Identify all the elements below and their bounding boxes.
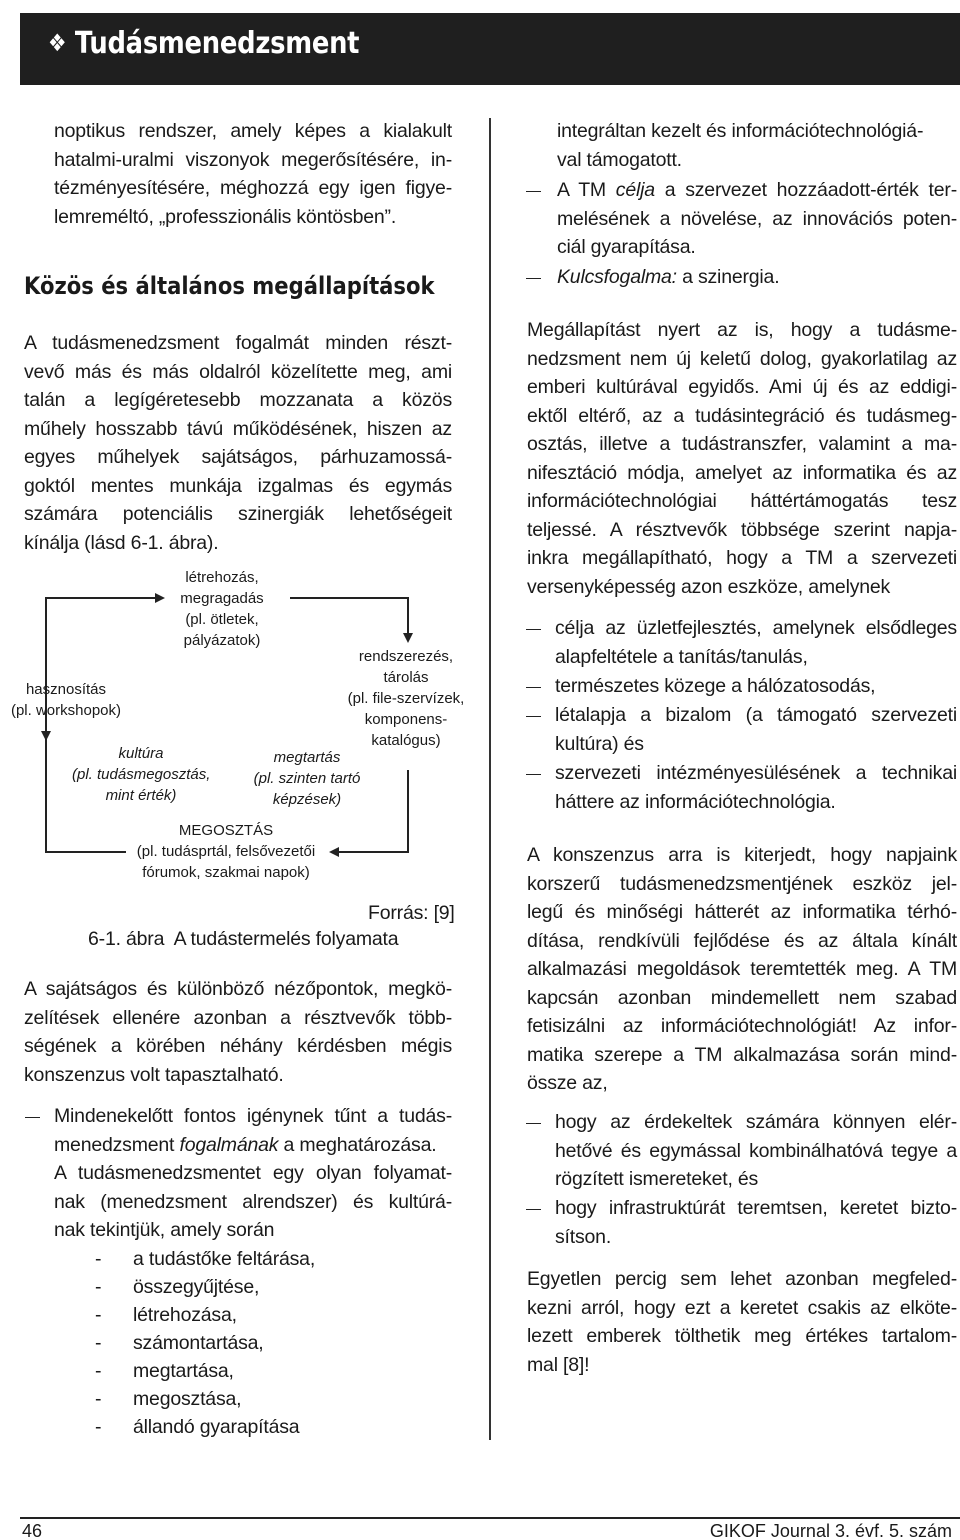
figure-source: Forrás: [9]: [368, 902, 455, 924]
text-span: A TM: [557, 179, 616, 201]
sublist-marker: -: [95, 1276, 102, 1298]
sublist-marker: -: [95, 1360, 102, 1382]
journal-name: GIKOF Journal 3. évf. 5. szám: [709, 1521, 952, 1540]
paragraph-2: [24, 975, 452, 1089]
text-line: egyes műhelyek sajátságos, párhuzamossá-: [24, 446, 452, 468]
text-line: hetővé és egymással kombinálhatóvá tegye a: [555, 1139, 957, 1162]
text-line: nedzsment nem új keletű dolog, gyakorlatilag az: [527, 347, 957, 370]
sublist-item: állandó gyarapítása: [133, 1416, 300, 1438]
text-line: képzések): [272, 791, 342, 808]
text-line: Mindenekelőtt fontos igénynek tűnt a tudás-: [54, 1105, 452, 1127]
text-line: természetes közege a hálózatosodás,: [555, 675, 876, 697]
diagram-node-hasznositas: [10, 679, 122, 721]
sublist-item: megosztása,: [133, 1388, 242, 1410]
sublist-marker: -: [95, 1248, 102, 1270]
text-span: a szervezet hozzáadott-érték ter-: [654, 179, 957, 201]
text-line: (pl. tudásprtál, felsővezetői: [136, 843, 316, 860]
text-line: rögzített ismereteket, és: [555, 1168, 759, 1190]
continuation-text: [557, 117, 957, 174]
dash-bullet: [526, 1123, 541, 1124]
text-line: integráltan kezelt és információtechnológiá-: [557, 120, 924, 142]
text-line: műhely hosszabb távú működésének, hiszen az: [24, 417, 452, 440]
sublist-item: létrehozása,: [133, 1304, 237, 1326]
text-line: hasznosítás: [25, 681, 107, 698]
diagram-node-kultura: [72, 743, 210, 806]
text-line: kultúra: [118, 745, 164, 762]
text-line: emberi kultúrával egyidős. Ami új és az eddigi-: [527, 376, 957, 398]
text-line: goktól mentes munkája izgalmas és egymás: [24, 474, 452, 497]
text-line: pályázatok): [183, 632, 261, 649]
text-line: nak (menedzsment alrendszer) és kultúrá-: [54, 1190, 452, 1213]
text-line: komponens-: [364, 711, 448, 728]
text-line: (pl. tudásmegosztás,: [72, 766, 211, 783]
text-line: megtartás: [273, 749, 341, 766]
list-item: [555, 1108, 957, 1194]
dash-bullet: [526, 774, 541, 775]
text-line: val támogatott.: [557, 148, 682, 171]
text-line: nifesztáció módja, amelyet az informatika és az: [527, 461, 957, 484]
text-line: A sajátságos és különböző nézőpontok, megkö-: [24, 978, 452, 1000]
italic-term: fogalmának: [179, 1133, 279, 1156]
text-line: nak tekintjük, amely során: [54, 1219, 275, 1241]
page-number: 46: [22, 1521, 43, 1540]
italic-term: célja: [615, 179, 655, 201]
text-line: vevő más és más oldalról közelítette meg, ami: [24, 360, 452, 383]
text-line: osztás, illetve a tudástranszfer, valamint a ma-: [527, 433, 957, 455]
text-line: célja az üzletfejlesztés, amelynek elsődleges: [555, 617, 957, 639]
text-span: menedzsment: [54, 1133, 180, 1156]
text-line: fetisizálni az információtechnológiát! Az infor-: [527, 1015, 957, 1037]
diagram-node-megtartas: [248, 747, 366, 810]
sublist-item: a tudástőke feltárása,: [133, 1248, 316, 1270]
text-span: a szinergia.: [676, 266, 780, 288]
sublist-marker: -: [95, 1304, 102, 1326]
footer-rule: [20, 1517, 960, 1519]
text-line: Egyetlen percig sem lehet azonban megfeled-: [527, 1268, 957, 1290]
list-item: [555, 759, 957, 816]
text-line: zelítések ellenére azonban a résztvevők több-: [24, 1006, 452, 1029]
text-line: szervezeti intézményesülésének a technikai: [555, 762, 957, 784]
text-line: tézményesítésére, méghozzá egy igen figye-: [54, 177, 452, 199]
text-line: MEGOSZTÁS: [178, 822, 274, 839]
paragraph-right-3: [527, 1265, 957, 1379]
text-line: Megállapítást nyert az is, hogy a tudásme-: [527, 319, 957, 341]
dash-bullet: [526, 278, 541, 279]
text-line: kínálja (lásd 6-1. ábra).: [24, 531, 219, 554]
diagram-node-megosztas: [128, 820, 324, 883]
text-line: A tudásmenedzsment fogalmát minden részt-: [24, 332, 452, 354]
dash-bullet: [25, 1117, 40, 1118]
list-item: [555, 1194, 957, 1251]
diagram-node-rendszerezes: [340, 646, 472, 751]
sublist-item: összegyűjtése,: [133, 1276, 260, 1298]
arrow-to-rendszerezes: [290, 598, 408, 638]
text-line: hatalmi-uralmi viszonyok megerősítésére, in-: [54, 148, 452, 171]
text-line: lemreméltó, „professzionális köntösben”.: [54, 205, 397, 228]
text-line: alkalmazási megoldások teremtették meg. A TM: [527, 958, 957, 980]
text-line: alapfeltétele a tanítás/tanulás,: [555, 645, 808, 668]
text-line: matika szerepe a TM alkalmazása során mind-: [527, 1043, 957, 1066]
text-line: kezni arról, hogy ezt a keretet csakis az elköte-: [527, 1296, 957, 1319]
dash-bullet: [526, 191, 541, 192]
sublist-item: számontartása,: [133, 1332, 264, 1354]
text-line: ciál gyarapítása.: [557, 236, 696, 258]
text-line: megragadás: [180, 590, 264, 607]
diamond-bullet-icon: ❖: [48, 29, 67, 57]
text-line: rendszerezés,: [358, 648, 454, 665]
text-line: A tudásmenedzsmentet egy olyan folyamat-: [54, 1162, 452, 1184]
text-line: sítson.: [555, 1225, 612, 1248]
sublist-marker: -: [95, 1416, 102, 1438]
list-item: [555, 614, 957, 671]
text-line: teljessé. A résztvevők többsége szerint napja-: [527, 518, 957, 541]
text-line: katalógus): [371, 732, 441, 749]
paragraph-right-2: [527, 841, 957, 1098]
text-line: (pl. ötletek,: [185, 611, 259, 628]
sublist-marker: -: [95, 1388, 102, 1410]
text-line: melésének a növelése, az innovációs poten-: [557, 207, 957, 230]
paragraph-right-1: [527, 316, 957, 601]
diagram-node-letrehozas: [168, 567, 276, 651]
list-item: [555, 701, 957, 758]
text-line: korszerű tudásmenedzsmentjének eszköz jel-: [527, 872, 957, 895]
text-line: számára potenciális szinergiák lehetőségeit: [24, 503, 452, 525]
text-line: fórumok, szakmai napok): [142, 864, 310, 881]
text-line: [54, 1131, 452, 1160]
text-line: mal [8]!: [527, 1353, 590, 1376]
dash-bullet: [526, 1209, 541, 1210]
bullet-tm-goal: [557, 176, 957, 262]
text-line: versenyképesség azon eszköze, amelynek: [527, 575, 891, 598]
text-line: kultúra) és: [555, 732, 644, 755]
text-span: a meghatározása.: [278, 1133, 437, 1156]
dash-bullet: [526, 629, 541, 630]
text-line: ségének a körében néhány kérdésben mégis: [24, 1035, 452, 1057]
text-line: össze az,: [527, 1072, 608, 1094]
text-line: (pl. workshopok): [10, 702, 122, 719]
text-line: hogy infrastruktúrát teremtsen, keretet bizto-: [555, 1197, 957, 1219]
text-line: [557, 176, 957, 205]
dash-bullet: [526, 687, 541, 688]
bullet-key-concept: [557, 263, 779, 292]
text-line: (pl. szinten tartó: [253, 770, 361, 787]
list-item: [555, 672, 957, 701]
text-line: lezett emberek tölthetik meg értékes tartalom-: [527, 1325, 957, 1347]
page-title-text: Tudásmenedzsment: [74, 26, 360, 61]
text-line: (pl. file-szervízek,: [347, 690, 465, 707]
section-heading: Közös és általános megállapítások: [24, 272, 435, 300]
text-line: dítása, rendkívüli fejlődése és az általa kínált: [527, 929, 957, 952]
text-line: talán a legígéretesebb mozzanata a közös: [24, 389, 452, 411]
text-line: legű és minőségi hátterét az informatika térhó-: [527, 901, 957, 923]
italic-term: Kulcsfogalma:: [557, 266, 677, 288]
text-line: konszenzus volt tapasztalható.: [24, 1063, 284, 1086]
text-line: létrehozás,: [185, 569, 259, 586]
text-line: A konszenzus arra is kiterjedt, hogy napjaink: [527, 844, 957, 866]
text-line: inkra megállapítható, hogy a TM a szervezeti: [527, 547, 957, 569]
text-line: kapcsán azonban mindemellett nem szabad: [527, 986, 957, 1009]
sublist-item: megtartása,: [133, 1360, 234, 1382]
text-line: ektől eltérő, az a tudásintegráció és tudásmeg-: [527, 404, 957, 427]
figure-caption: 6-1. ábra A tudástermelés folyamata: [88, 928, 399, 950]
bullet-definition: [54, 1102, 452, 1245]
text-line: tárolás: [383, 669, 429, 686]
text-line: hogy az érdekeltek számára könnyen elér-: [555, 1111, 957, 1133]
text-line: információtechnológiai háttértámogatás tesz: [527, 490, 957, 512]
text-line: háttere az információtechnológia.: [555, 790, 836, 813]
text-line: mint érték): [105, 787, 177, 804]
text-line: létalapja a bizalom (a támogató szervezeti: [555, 704, 957, 726]
text-line: noptikus rendszer, amely képes a kialakult: [54, 120, 452, 142]
dash-bullet: [526, 716, 541, 717]
sublist-marker: -: [95, 1332, 102, 1354]
